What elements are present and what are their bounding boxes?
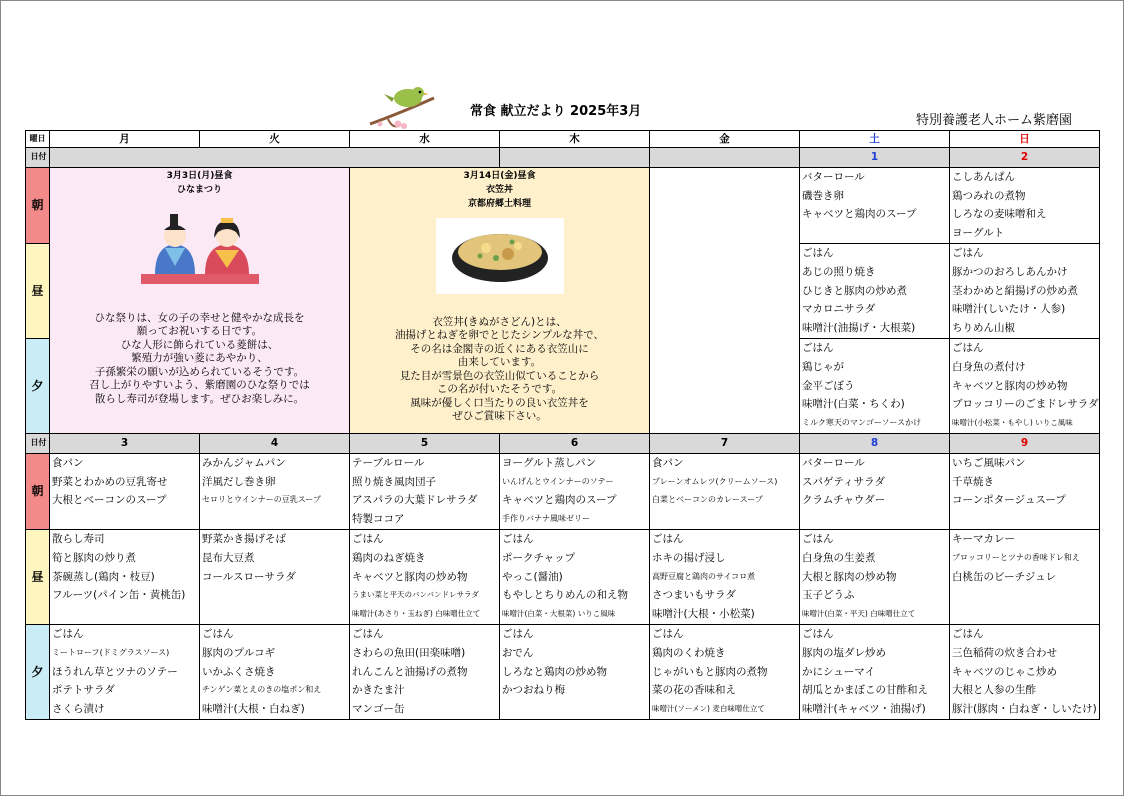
menu-item: コールスローサラダ (202, 570, 296, 583)
menu-item: マカロニサラダ (802, 303, 876, 316)
event-name: ひなまつり (176, 184, 222, 195)
menu-item: 豚かつのおろしあんかけ (952, 265, 1068, 278)
menu-item: こしあんぱん (952, 170, 1015, 183)
menu-item: かにシューマイ (802, 665, 876, 678)
menu-item: ごはん (652, 532, 684, 545)
menu-item: ヨーグルト (952, 227, 1005, 240)
page-title: 常食 献立だより 2025年3月 (470, 104, 642, 119)
menu-item: スパゲティサラダ (802, 475, 886, 488)
menu-item: ごはん (802, 627, 834, 640)
menu-cell (950, 453, 1100, 529)
menu-item: 散らし寿司 (52, 532, 105, 545)
menu-item: キャベツと豚肉の炒め物 (352, 570, 468, 583)
date-cell: 8 (800, 433, 950, 453)
bird-on-branch-icon (368, 84, 438, 130)
menu-cell (350, 453, 500, 529)
week2-dinner-row (26, 624, 1100, 719)
menu-item: かつおねり梅 (502, 684, 565, 697)
menu-item: ブロッコリーとツナの香味ドレ和え (952, 552, 1080, 562)
menu-item: かきたま汁 (352, 684, 405, 697)
event-text-line: 子孫繁栄の願いが込められているそうです。 (94, 365, 305, 378)
menu-item: やっこ(醤油) (502, 570, 563, 583)
menu-item: バターロール (802, 456, 865, 469)
menu-item: いかふくさ焼き (202, 665, 276, 678)
menu-item: 茶碗蒸し(鶏肉・枝豆) (52, 570, 155, 583)
event-text-line: 見た目が雪景色の衣笠山似ていることから (399, 369, 600, 382)
menu-item: もやしとちりめんの和え物 (502, 589, 628, 602)
menu-item: ちりめん山椒 (952, 322, 1015, 335)
menu-item: ホキの揚げ浸し (652, 551, 726, 564)
menu-item: ポークチャップ (502, 551, 576, 564)
hinamatsuri-event-box (50, 167, 350, 433)
menu-item: 三色稲荷の炊き合わせ (952, 646, 1057, 659)
menu-cell (500, 453, 650, 529)
menu-item: ごはん (652, 627, 684, 640)
menu-item: 野菜かき揚げそば (202, 532, 286, 545)
menu-item: じゃがいもと豚肉の煮物 (652, 665, 768, 678)
menu-item: 鶏つみれの煮物 (952, 189, 1026, 202)
menu-item: 照り焼き風肉団子 (352, 475, 436, 488)
menu-cell-sun-breakfast (950, 167, 1100, 243)
menu-item: アスパラの大葉ドレサラダ (352, 494, 478, 507)
menu-item: ヨーグルト蒸しパン (502, 456, 597, 469)
event-text-line: この名が付いたそうです。 (436, 383, 563, 396)
meal-label-lunch: 昼 (26, 529, 50, 624)
menu-item: 磯巻き卵 (802, 189, 844, 202)
date-cell (500, 148, 650, 168)
menu-item: 味噌汁(大根・白ねぎ) (202, 703, 305, 716)
menu-item: マンゴー缶 (352, 703, 405, 716)
menu-item: いんげんとウインナーのソテー (502, 476, 614, 486)
date-cell (650, 148, 800, 168)
menu-item: ごはん (952, 341, 984, 354)
menu-item: 食パン (52, 456, 84, 469)
menu-item: 白身魚の煮付け (952, 360, 1026, 373)
weekday-sat: 土 (800, 131, 950, 148)
menu-item: 白桃缶のビーチジュレ (952, 570, 1057, 583)
menu-item: 大根と豚肉の炒め物 (802, 570, 897, 583)
date-row-week1 (26, 148, 1100, 168)
menu-item: 味噌汁(油揚げ・大根菜) (802, 322, 916, 335)
event-name: 衣笠丼 (485, 184, 513, 195)
event-text-line: ぜひご賞味下さい。 (452, 410, 547, 423)
menu-cell (650, 624, 800, 719)
menu-item: ごはん (202, 627, 234, 640)
menu-cell-sun-dinner (950, 338, 1100, 433)
weekday-wed: 水 (350, 131, 500, 148)
menu-item: ごはん (352, 627, 384, 640)
menu-item: キャベツと鶏肉のスープ (502, 494, 617, 507)
menu-item: 菜の花の香味和え (652, 684, 736, 697)
menu-item: コーンポタージュスープ (952, 494, 1066, 507)
menu-item: 味噌汁(キャベツ・油揚げ) (802, 703, 926, 716)
friday-empty-cell (650, 167, 800, 433)
event-head: 3月14日(金)昼食 (463, 170, 536, 181)
menu-item: 味噌汁(あさり・玉ねぎ) 白味噌仕立て (352, 609, 481, 619)
menu-cell (200, 529, 350, 624)
event-text-line: 散らし寿司が登場します。ぜひお楽しみに。 (94, 392, 305, 405)
date-cell: 9 (950, 433, 1100, 453)
menu-item: プレーンオムレツ(クリームソース) (652, 476, 778, 486)
meal-label-breakfast: 朝 (26, 167, 50, 243)
event-text-line: 繁殖力が強い菱にあやかり、 (131, 352, 268, 365)
menu-cell (800, 453, 950, 529)
menu-item: ごはん (952, 246, 984, 259)
menu-item: 千草焼き (952, 475, 994, 488)
menu-item: ごはん (802, 532, 834, 545)
kinugasa-bowl-icon (436, 218, 564, 294)
menu-item: 昆布大豆煮 (202, 551, 255, 564)
menu-item: ひじきと豚肉の炒め煮 (802, 284, 907, 297)
event-text-line: ひな祭りは、女の子の幸せと健やかな成長を (94, 311, 305, 324)
event-text-line: その名は金閣寺の近くにある衣笠山に (410, 342, 589, 355)
date-cell: 5 (350, 433, 500, 453)
menu-cell (650, 529, 800, 624)
event-text-line: 召し上がりやすいよう、紫磨園のひな祭りでは (89, 379, 310, 392)
menu-item: 白身魚の生姜煮 (802, 551, 876, 564)
menu-table (25, 130, 1100, 720)
event-text-line: 油揚げとねぎを卵でとじたシンプルな丼で、 (394, 329, 605, 342)
menu-item: みかんジャムパン (202, 456, 286, 469)
menu-item: 洋風だし巻き卵 (202, 475, 276, 488)
menu-item: ごはん (502, 627, 534, 640)
menu-item: ごはん (952, 627, 984, 640)
menu-item: クラムチャウダー (802, 494, 886, 507)
menu-item: フルーツ(パイン缶・黄桃缶) (52, 589, 186, 602)
event-head: 3月3日(月)昼食 (166, 170, 233, 181)
event-text-line: 願ってお祝いする日です。 (136, 325, 263, 338)
meal-label-lunch: 昼 (26, 243, 50, 338)
menu-item: 味噌汁(ソーメン) 麦白味噌仕立て (652, 704, 765, 714)
event-text-line: ひな人形に飾られている菱餅は、 (120, 338, 279, 351)
weekday-fri: 金 (650, 131, 800, 148)
menu-item: ごはん (502, 532, 534, 545)
menu-item: ミートローフ(ドミグラスソース) (52, 647, 170, 657)
week2-breakfast-row (26, 453, 1100, 529)
menu-item: ポテトサラダ (52, 684, 115, 697)
date-row-week2 (26, 433, 1100, 453)
menu-item: おでん (502, 646, 534, 659)
date-cell (50, 148, 500, 168)
menu-item: キャベツと豚肉の炒め物 (952, 379, 1068, 392)
menu-item: さくら漬け (52, 703, 105, 716)
menu-item: さつまいもサラダ (652, 589, 736, 602)
date-cell: 4 (200, 433, 350, 453)
menu-item: 特製ココア (352, 513, 405, 526)
menu-item: 茎わかめと絹揚げの炒め煮 (952, 284, 1078, 297)
menu-item: ごはん (352, 532, 384, 545)
menu-cell (50, 624, 200, 719)
event-description (350, 316, 649, 424)
weekday-thu: 木 (500, 131, 650, 148)
event-description (50, 312, 349, 407)
menu-cell (800, 624, 950, 719)
menu-item: 金平ごぼう (802, 379, 855, 392)
menu-cell (950, 624, 1100, 719)
menu-item: 味噌汁(しいたけ・人参) (952, 303, 1066, 316)
menu-item: 味噌汁(白菜・大根菜) いりこ風味 (502, 609, 616, 619)
weekday-row (26, 131, 1100, 148)
hina-dolls-icon (135, 208, 265, 290)
menu-item: 味噌汁(大根・小松菜) (652, 608, 755, 621)
menu-item: 豚汁(豚肉・白ねぎ・しいたけ) (952, 703, 1097, 716)
week1-breakfast-row (26, 167, 1100, 243)
menu-item: 玉子どうふ (802, 589, 855, 602)
menu-item: ほうれん草とツナのソテー (52, 665, 178, 678)
event-text-line: 風味が優しく口当たりの良い衣笠丼を (410, 396, 589, 409)
weekday-sun: 日 (950, 131, 1100, 148)
menu-item: 味噌汁(小松菜・もやし) いりこ風味 (952, 418, 1073, 428)
menu-item: キャベツのじゃこ炒め (952, 665, 1057, 678)
date-label: 日付 (26, 148, 50, 168)
menu-item: 筍と豚肉の炒り煮 (52, 551, 136, 564)
menu-item: あじの照り焼き (802, 265, 876, 278)
menu-item: 味噌汁(白菜・平天) 白味噌仕立て (802, 609, 916, 619)
menu-item: キーマカレー (952, 532, 1015, 545)
date-cell: 2 (950, 148, 1100, 168)
event-text-line: 由来しています。 (457, 356, 542, 369)
menu-item: ごはん (802, 341, 834, 354)
menu-item: 鶏肉のねぎ焼き (352, 551, 426, 564)
menu-item: しろなと鶏肉の炒め物 (502, 665, 607, 678)
menu-cell (500, 529, 650, 624)
menu-item: 野菜とわかめの豆乳寄せ (52, 475, 168, 488)
menu-item: ミルク寒天のマンゴーソースかけ (802, 418, 922, 428)
menu-cell-sat-breakfast (800, 167, 950, 243)
menu-item: 豚肉のプルコギ (202, 646, 276, 659)
date-cell: 7 (650, 433, 800, 453)
menu-item: 高野豆腐と鶏肉のサイコロ煮 (652, 571, 756, 581)
date-cell: 3 (50, 433, 200, 453)
menu-item: うまい菜と平天のバンバンドレサラダ (352, 590, 479, 600)
date-cell: 6 (500, 433, 650, 453)
menu-cell (350, 529, 500, 624)
meal-label-breakfast: 朝 (26, 453, 50, 529)
menu-item: さわらの魚田(田楽味噌) (352, 646, 466, 659)
kinugasadon-event-box (350, 167, 650, 433)
menu-cell-sat-dinner (800, 338, 950, 433)
menu-cell (50, 453, 200, 529)
menu-cell-sat-lunch (800, 243, 950, 338)
menu-cell (200, 453, 350, 529)
menu-item: セロリとウインナーの豆乳スープ (202, 495, 321, 505)
weekday-mon: 月 (50, 131, 200, 148)
week2-lunch-row (26, 529, 1100, 624)
meal-label-dinner: 夕 (26, 338, 50, 433)
meal-label-dinner: 夕 (26, 624, 50, 719)
menu-item: ブロッコリーのごまドレサラダ (952, 398, 1099, 411)
weekday-label: 曜日 (26, 131, 50, 148)
menu-item: チンゲン菜とえのきの塩ポン和え (202, 685, 322, 695)
menu-cell-sun-lunch (950, 243, 1100, 338)
menu-item: 鶏肉のくわ焼き (652, 646, 726, 659)
menu-item: 豚肉の塩ダレ炒め (802, 646, 886, 659)
menu-item: ごはん (802, 246, 834, 259)
menu-item: キャベツと鶏肉のスープ (802, 208, 917, 221)
menu-item: 白菜とベーコンのカレースープ (652, 495, 763, 505)
menu-item: 食パン (652, 456, 684, 469)
menu-item: 鶏じゃが (802, 360, 844, 373)
weekday-tue: 火 (200, 131, 350, 148)
menu-item: テーブルロール (352, 456, 425, 469)
menu-cell (50, 529, 200, 624)
menu-item: しろなの麦味噌和え (952, 208, 1047, 221)
menu-item: 手作りバナナ風味ゼリー (502, 514, 590, 524)
event-sub: 京都府郷土料理 (467, 198, 531, 209)
date-cell: 1 (800, 148, 950, 168)
organization-name: 特別養護老人ホーム紫磨園 (916, 113, 1073, 128)
menu-cell (500, 624, 650, 719)
menu-item: ごはん (52, 627, 84, 640)
date-label: 日付 (26, 433, 50, 453)
event-text-line: 衣笠丼(きぬがさどん)とは、 (432, 315, 567, 328)
menu-cell (350, 624, 500, 719)
menu-cell (800, 529, 950, 624)
menu-cell (650, 453, 800, 529)
menu-item: いちご風味パン (952, 456, 1026, 469)
menu-item: 大根とベーコンのスープ (52, 494, 167, 507)
menu-item: バターロール (802, 170, 865, 183)
menu-item: 味噌汁(白菜・ちくわ) (802, 398, 905, 411)
menu-cell (950, 529, 1100, 624)
menu-cell (200, 624, 350, 719)
menu-item: れんこんと油揚げの煮物 (352, 665, 468, 678)
menu-item: 胡瓜とかまぼこの甘酢和え (802, 684, 928, 697)
menu-item: 大根と人参の生酢 (952, 684, 1036, 697)
